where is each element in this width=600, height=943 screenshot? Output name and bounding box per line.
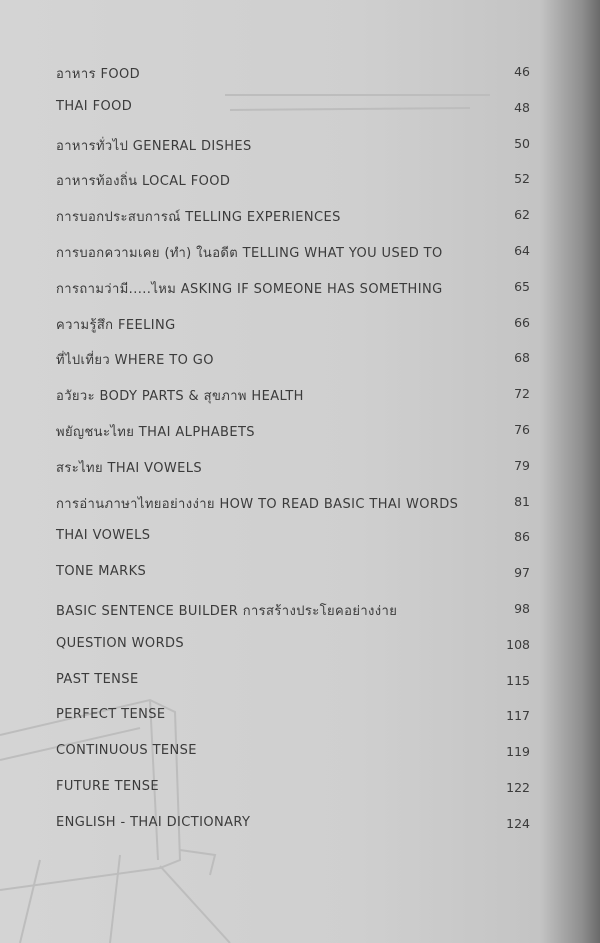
- toc-entry-title: PERFECT TENSE: [56, 707, 166, 723]
- toc-entry-page: 115: [506, 672, 530, 688]
- toc-entry-title: พยัญชนะไทย THAI ALPHABETS: [56, 424, 255, 440]
- toc-entry-title: PAST TENSE: [56, 671, 139, 687]
- toc-entry-page: 66: [514, 314, 530, 330]
- table-of-contents: [56, 57, 530, 845]
- toc-entry-page: 122: [506, 779, 530, 795]
- toc-entry[interactable]: [56, 522, 530, 558]
- toc-entry-page: 65: [514, 278, 530, 294]
- toc-entry-title: ความรู้สึก FEELING: [56, 317, 176, 333]
- toc-entry[interactable]: [56, 93, 530, 129]
- toc-entry-page: 50: [514, 135, 530, 151]
- toc-entry[interactable]: [56, 701, 530, 737]
- toc-entry[interactable]: [56, 487, 530, 523]
- toc-entry-page: 64: [514, 242, 530, 258]
- toc-entry[interactable]: [56, 809, 530, 845]
- toc-entry-title: อวัยวะ BODY PARTS & สุขภาพ HEALTH: [56, 389, 304, 405]
- toc-entry-title: QUESTION WORDS: [56, 635, 185, 651]
- toc-entry-page: 52: [514, 171, 530, 187]
- toc-entry-page: 62: [514, 207, 530, 223]
- toc-entry-title: TONE MARKS: [56, 564, 147, 580]
- toc-entry-title: อาหารท้องถิ่น LOCAL FOOD: [56, 174, 231, 190]
- toc-entry[interactable]: [56, 379, 530, 415]
- toc-entry-title: การบอกความเคย (ทำ) ในอดีต TELLING WHAT YOU USED TO: [56, 245, 443, 261]
- toc-entry-title: ที่ไปเที่ยว WHERE TO GO: [56, 353, 214, 369]
- toc-entry[interactable]: [56, 57, 530, 93]
- toc-entry-title: ENGLISH - THAI DICTIONARY: [56, 814, 251, 830]
- toc-entry-title: อาหาร FOOD: [56, 67, 141, 82]
- toc-entry-page: 72: [514, 386, 530, 402]
- toc-entry[interactable]: [56, 236, 530, 272]
- toc-entry-title: FUTURE TENSE: [56, 778, 159, 794]
- toc-entry-page: 68: [514, 350, 530, 366]
- toc-entry-title: การบอกประสบการณ์ TELLING EXPERIENCES: [56, 210, 341, 226]
- toc-entry-page: 124: [506, 815, 530, 831]
- toc-entry-page: 48: [514, 99, 530, 115]
- toc-entry[interactable]: [56, 343, 530, 379]
- toc-entry[interactable]: [56, 630, 530, 666]
- toc-entry-page: 117: [506, 708, 530, 724]
- toc-entry[interactable]: [56, 415, 530, 451]
- toc-entry-title: สระไทย THAI VOWELS: [56, 460, 202, 476]
- toc-entry-title: THAI FOOD: [56, 98, 133, 114]
- toc-entry[interactable]: [56, 272, 530, 308]
- toc-entry-page: 97: [514, 565, 530, 581]
- toc-entry-page: 81: [514, 493, 530, 509]
- toc-entry-title: CONTINUOUS TENSE: [56, 743, 197, 759]
- toc-entry-title: การอ่านภาษาไทยอย่างง่าย HOW TO READ BASIC THAI WORDS: [56, 496, 459, 512]
- toc-entry[interactable]: [56, 164, 530, 200]
- toc-entry-page: 46: [514, 64, 530, 79]
- toc-entry[interactable]: [56, 666, 530, 702]
- toc-entry[interactable]: [56, 773, 530, 809]
- toc-entry-page: 79: [514, 457, 530, 473]
- toc-entry-title: THAI VOWELS: [56, 528, 151, 544]
- toc-entry[interactable]: [56, 451, 530, 487]
- toc-entry[interactable]: [56, 200, 530, 236]
- toc-entry[interactable]: [56, 558, 530, 594]
- toc-entry[interactable]: [56, 737, 530, 773]
- toc-entry-page: 86: [514, 529, 530, 545]
- toc-entry[interactable]: [56, 594, 530, 630]
- toc-entry-page: 108: [506, 636, 530, 652]
- toc-entry-title: การถามว่ามี.....ไหม ASKING IF SOMEONE HAS SOMETHING: [56, 281, 443, 297]
- toc-entry-page: 98: [514, 600, 530, 616]
- toc-entry-page: 76: [514, 421, 530, 437]
- toc-entry[interactable]: [56, 308, 530, 344]
- toc-entry[interactable]: [56, 129, 530, 165]
- toc-entry-title: BASIC SENTENCE BUILDER การสร้างประโยคอย่างง่าย: [56, 603, 398, 619]
- toc-entry-title: อาหารทั่วไป GENERAL DISHES: [56, 138, 252, 154]
- toc-entry-page: 119: [506, 744, 530, 760]
